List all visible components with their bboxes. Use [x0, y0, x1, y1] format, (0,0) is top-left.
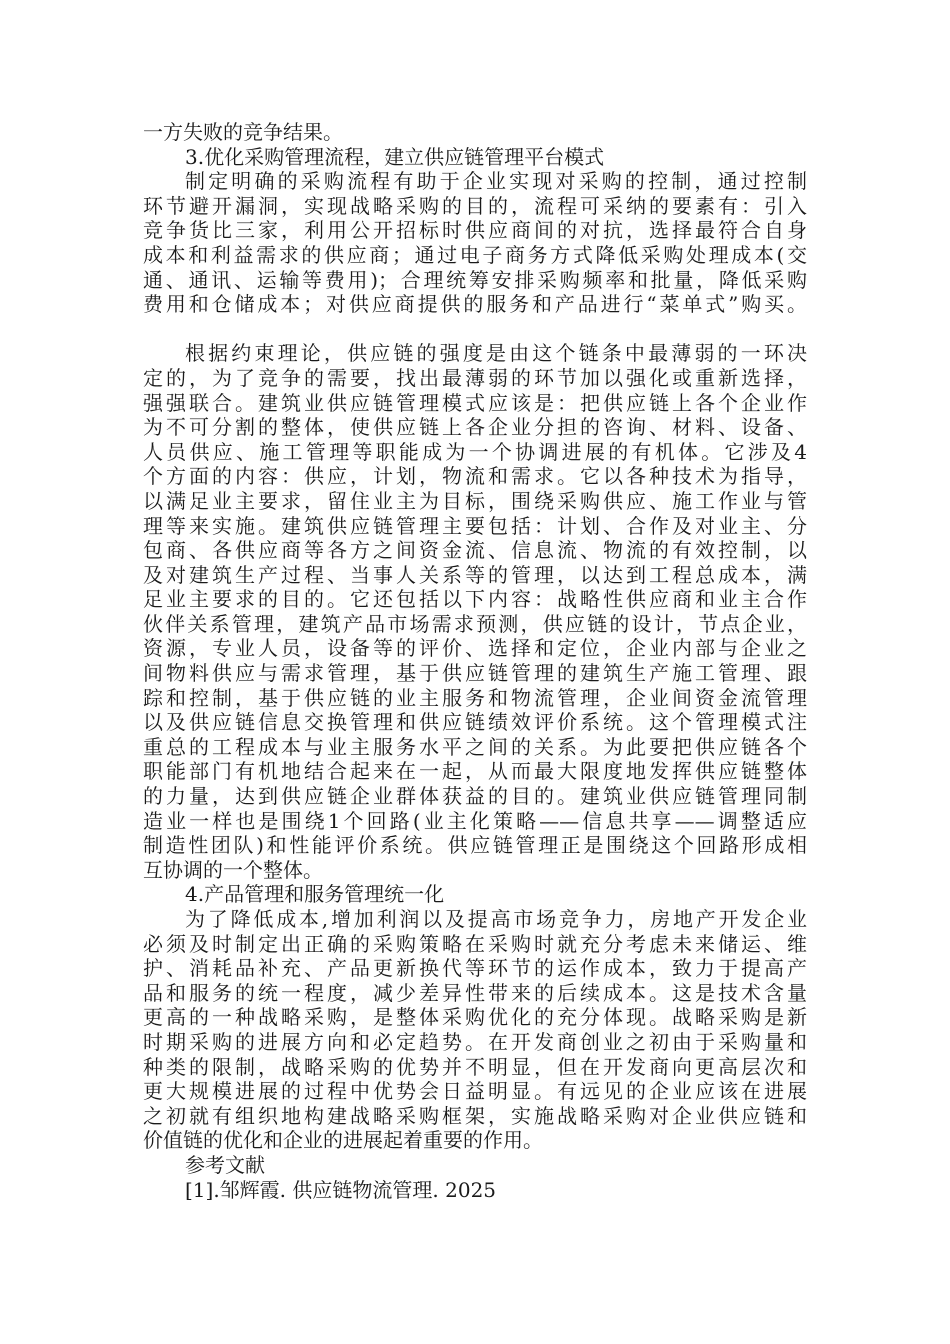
text-line: 个方面的内容：供应，计划，物流和需求。它以各种技术为指导， [143, 464, 807, 489]
text-line: 强强联合。建筑业供应链管理模式应该是：把供应链上各个企业作 [143, 390, 807, 415]
text-line: 成本和利益需求的供应商；通过电子商务方式降低采购处理成本(交 [143, 242, 807, 267]
text-line: 包商、各供应商等各方之间资金流、信息流、物流的有效控制，以 [143, 538, 807, 563]
text-line: 为了降低成本,增加利润以及提高市场竞争力，房地产开发企业 [185, 907, 807, 931]
text-line: 之初就有组织地构建战略采购框架，实施战略采购对企业供应链和 [143, 1103, 807, 1128]
text-line: 更大规模进展的过程中优势会日益明显。有远见的企业应该在进展 [143, 1079, 807, 1104]
text-line: 更高的一种战略采购，是整体采购优化的充分体现。战略采购是新 [143, 1005, 807, 1030]
text-line: 重总的工程成本与业主服务水平之间的关系。为此要把供应链各个 [143, 734, 807, 759]
text-line: 护、消耗品补充、产品更新换代等环节的运作成本，致力于提高产 [143, 956, 807, 981]
text-line: 通、通讯、运输等费用)；合理统筹安排采购频率和批量，降低采购 [143, 267, 807, 292]
text-line: 根据约束理论，供应链的强度是由这个链条中最薄弱的一环决 [185, 341, 807, 366]
text-line: 品和服务的统一程度，减少差异性带来的后续成本。这是技术含量 [143, 980, 807, 1005]
text-line: 及对建筑生产过程、当事人关系等的管理，以达到工程总成本，满 [143, 562, 807, 587]
text-line: 间物料供应与需求管理，基于供应链管理的建筑生产施工管理、跟 [143, 661, 807, 686]
text-line: 的力量，达到供应链企业群体获益的目的。建筑业供应链管理同制 [143, 784, 807, 809]
text-line: 理等来实施。建筑供应链管理主要包括：计划、合作及对业主、分 [143, 513, 807, 538]
text-line: [1].邹辉霞. 供应链物流管理. 2025 [185, 1177, 497, 1202]
text-line: 价值链的优化和企业的进展起着重要的作用。 [143, 1128, 543, 1153]
text-line: 造业一样也是围绕1个回路(业主化策略——信息共享——调整适应 [143, 808, 807, 833]
text-line: 4.产品管理和服务管理统一化 [185, 882, 445, 907]
text-line: 一方失败的竞争结果。 [143, 120, 343, 144]
text-line: 职能部门有机地结合起来在一起，从而最大限度地发挥供应链整体 [143, 759, 807, 784]
text-line: 制定明确的采购流程有助于企业实现对采购的控制，通过控制 [185, 169, 807, 194]
text-line: 人员供应、施工管理等职能成为一个协调进展的有机体。它涉及4 [143, 439, 807, 464]
text-line: 以及供应链信息交换管理和供应链绩效评价系统。这个管理模式注 [143, 710, 807, 735]
text-line: 竞争货比三家，利用公开招标时供应商间的对抗，选择最符合自身 [143, 218, 807, 243]
text-line: 环节避开漏洞，实现战略采购的目的，流程可采纳的要素有：引入 [143, 193, 807, 218]
text-line: 足业主要求的目的。它还包括以下内容：战略性供应商和业主合作 [143, 587, 807, 612]
text-line: 互协调的一个整体。 [143, 857, 323, 882]
text-line: 资源，专业人员，设备等的评价、选择和定位，企业内部与企业之 [143, 636, 807, 661]
text-line: 为不可分割的整体，使供应链上各企业分担的咨询、材料、设备、 [143, 415, 807, 440]
text-line: 定的，为了竞争的需要，找出最薄弱的环节加以强化或重新选择， [143, 365, 807, 390]
blank-line [143, 317, 807, 342]
text-line: 时期采购的进展方向和必定趋势。在开发商创业之初由于采购量和 [143, 1029, 807, 1054]
text-line: 3.优化采购管理流程，建立供应链管理平台模式 [185, 144, 605, 169]
text-line: 种类的限制，战略采购的优势并不明显，但在开发商向更高层次和 [143, 1054, 807, 1079]
text-line: 必须及时制定出正确的采购策略在采购时就充分考虑未来储运、维 [143, 931, 807, 956]
text-line: 以满足业主要求，留住业主为目标，围绕采购供应、施工作业与管 [143, 488, 807, 513]
text-line: 费用和仓储成本；对供应商提供的服务和产品进行“菜单式”购买。 [143, 292, 807, 317]
text-line: 踪和控制，基于供应链的业主服务和物流管理，企业间资金流管理 [143, 685, 807, 710]
text-line: 参考文献 [185, 1152, 265, 1177]
text-line: 伙伴关系管理，建筑产品市场需求预测，供应链的设计，节点企业， [143, 611, 807, 636]
text-line: 制造性团队)和性能评价系统。供应链管理正是围绕这个回路形成相 [143, 833, 807, 858]
document-body [143, 120, 807, 1202]
